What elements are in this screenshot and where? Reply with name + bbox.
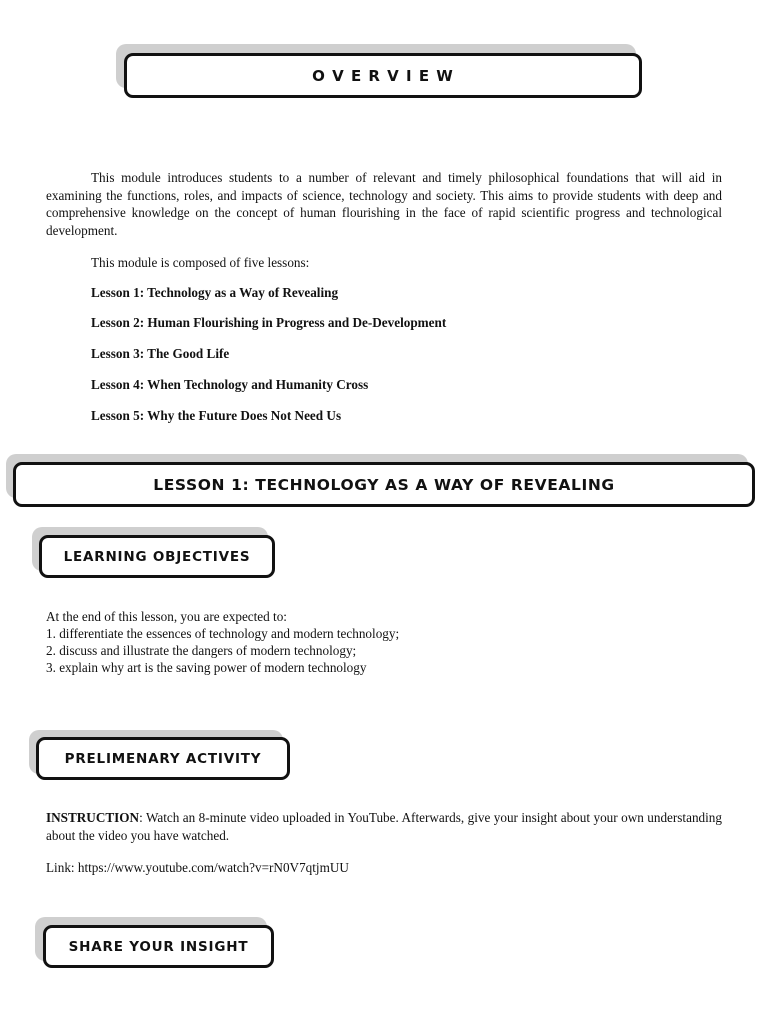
objective-item: 3. explain why art is the saving power of modern technology [46,660,367,675]
activity-instruction [46,809,722,844]
objectives-intro: At the end of this lesson, you are expected to: [46,609,287,624]
preliminary-activity-title: PRELIMENARY ACTIVITY [36,737,290,780]
instruction-text: : Watch an 8-minute video uploaded in YouTube. Afterwards, give your insight about your own understanding about the video you have watched. [46,810,722,843]
overview-intro: This module introduces students to a number of relevant and timely philosophical foundations that will aid in examining the functions, roles, and impacts of science, technology and society. This aims to provide students with deep and comprehensive knowledge on the concept of human flourishing in the face of rapid scientific progress and technological development. [46,170,722,238]
share-insight-title: SHARE YOUR INSIGHT [43,925,274,968]
objective-item: 1. differentiate the essences of technology and modern technology; [46,626,400,641]
lesson-list-item: Lesson 5: Why the Future Does Not Need Us [91,408,342,423]
objective-item: 2. discuss and illustrate the dangers of modern technology; [46,643,357,658]
lesson1-title: LESSON 1: TECHNOLOGY AS A WAY OF REVEALING [13,462,755,507]
lesson-list-item: Lesson 3: The Good Life [91,346,230,361]
video-link[interactable]: Link: https://www.youtube.com/watch?v=rN0V7qtjmUU [46,860,349,875]
overview-title: O V E R V I E W [124,53,642,98]
lesson-list-item: Lesson 1: Technology as a Way of Revealing [91,285,339,300]
overview-composed: This module is composed of five lessons: [91,255,310,270]
lesson-list-item: Lesson 4: When Technology and Humanity Cross [91,377,369,392]
instruction-label: INSTRUCTION [46,810,140,825]
learning-objectives-title: LEARNING OBJECTIVES [39,535,275,578]
lesson-list-item: Lesson 2: Human Flourishing in Progress and De-Development [91,315,447,330]
